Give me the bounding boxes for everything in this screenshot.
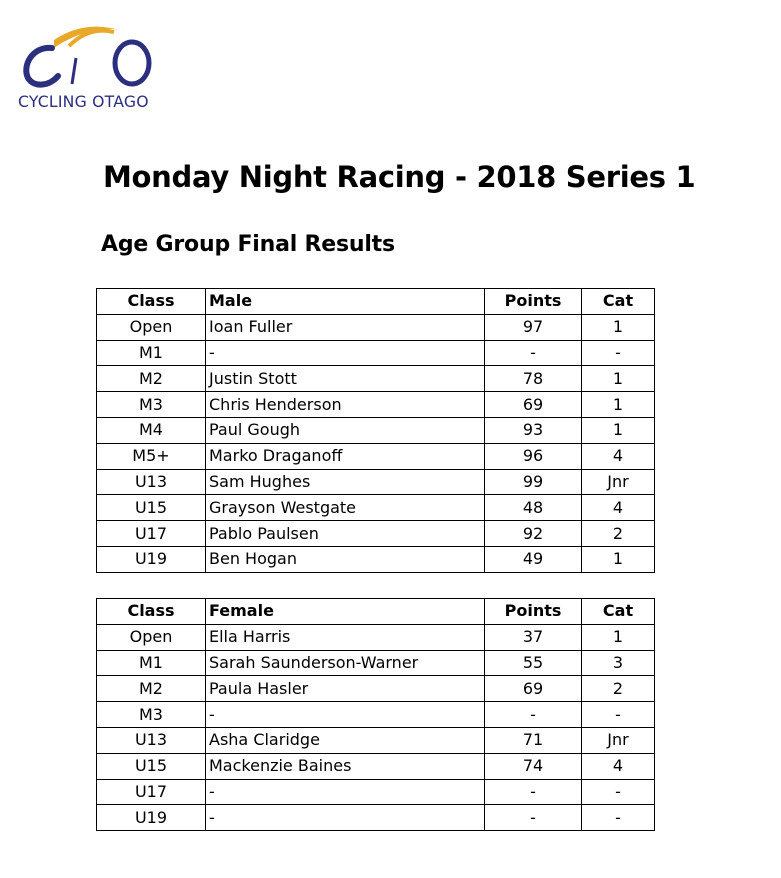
cell-name: Ben Hogan — [206, 546, 485, 572]
table-row — [97, 314, 655, 340]
header-class: Class — [97, 289, 206, 315]
cell-points: - — [485, 340, 582, 366]
cell-cat: 1 — [582, 366, 655, 392]
cell-class: M1 — [97, 650, 206, 676]
cell-points: - — [485, 702, 582, 728]
cell-name: Grayson Westgate — [206, 495, 485, 521]
table-row — [97, 805, 655, 831]
cell-points: 78 — [485, 366, 582, 392]
cell-points: 92 — [485, 521, 582, 547]
cell-points: 69 — [485, 392, 582, 418]
cell-points: 69 — [485, 676, 582, 702]
cell-cat: 1 — [582, 417, 655, 443]
table-header-row — [97, 289, 655, 315]
cell-class: M4 — [97, 417, 206, 443]
cell-cat: 4 — [582, 443, 655, 469]
cell-points: 71 — [485, 727, 582, 753]
cell-name: Paul Gough — [206, 417, 485, 443]
table-row — [97, 521, 655, 547]
cell-name: Chris Henderson — [206, 392, 485, 418]
cell-cat: 2 — [582, 676, 655, 702]
cycling-otago-logo — [14, 18, 164, 114]
cell-class: Open — [97, 314, 206, 340]
cell-cat: - — [582, 702, 655, 728]
male-results-body — [97, 289, 655, 573]
cell-points: 48 — [485, 495, 582, 521]
header-cat: Cat — [582, 599, 655, 625]
cell-cat: - — [582, 805, 655, 831]
cell-points: 74 — [485, 753, 582, 779]
cell-name: - — [206, 702, 485, 728]
cell-points: 97 — [485, 314, 582, 340]
cell-cat: 1 — [582, 624, 655, 650]
cell-points: 93 — [485, 417, 582, 443]
cell-class: U17 — [97, 521, 206, 547]
cell-class: U19 — [97, 805, 206, 831]
cell-class: U15 — [97, 495, 206, 521]
cell-cat: 1 — [582, 392, 655, 418]
cell-cat: - — [582, 779, 655, 805]
table-row — [97, 779, 655, 805]
cell-name: Ioan Fuller — [206, 314, 485, 340]
cell-cat: - — [582, 340, 655, 366]
cell-cat: 1 — [582, 546, 655, 572]
table-row — [97, 546, 655, 572]
cell-cat: Jnr — [582, 727, 655, 753]
cell-cat: 3 — [582, 650, 655, 676]
cell-cat: Jnr — [582, 469, 655, 495]
cell-class: M5+ — [97, 443, 206, 469]
cell-class: M3 — [97, 702, 206, 728]
table-row — [97, 392, 655, 418]
table-row — [97, 753, 655, 779]
cell-name: - — [206, 779, 485, 805]
page-subtitle: Age Group Final Results — [101, 232, 395, 257]
bicycle-logo-icon — [14, 18, 164, 98]
table-row — [97, 624, 655, 650]
table-row — [97, 702, 655, 728]
cell-name: Pablo Paulsen — [206, 521, 485, 547]
cell-cat: 4 — [582, 753, 655, 779]
cell-cat: 4 — [582, 495, 655, 521]
cell-class: U13 — [97, 469, 206, 495]
cell-points: 55 — [485, 650, 582, 676]
header-points: Points — [485, 289, 582, 315]
table-row — [97, 650, 655, 676]
cell-name: Justin Stott — [206, 366, 485, 392]
female-results-body — [97, 599, 655, 831]
cell-name: Sam Hughes — [206, 469, 485, 495]
header-name: Female — [206, 599, 485, 625]
header-class: Class — [97, 599, 206, 625]
cell-name: Mackenzie Baines — [206, 753, 485, 779]
cell-name: - — [206, 340, 485, 366]
cell-name: Ella Harris — [206, 624, 485, 650]
header-name: Male — [206, 289, 485, 315]
cell-class: Open — [97, 624, 206, 650]
table-row — [97, 727, 655, 753]
table-row — [97, 366, 655, 392]
cell-name: - — [206, 805, 485, 831]
header-points: Points — [485, 599, 582, 625]
cell-class: M2 — [97, 366, 206, 392]
cell-class: U13 — [97, 727, 206, 753]
cell-class: U17 — [97, 779, 206, 805]
cell-points: - — [485, 805, 582, 831]
table-row — [97, 417, 655, 443]
female-results-table — [96, 598, 655, 831]
table-row — [97, 443, 655, 469]
cell-name: Paula Hasler — [206, 676, 485, 702]
cell-cat: 2 — [582, 521, 655, 547]
cell-points: - — [485, 779, 582, 805]
cell-cat: 1 — [582, 314, 655, 340]
table-row — [97, 676, 655, 702]
cell-points: 37 — [485, 624, 582, 650]
cell-name: Marko Draganoff — [206, 443, 485, 469]
cell-points: 49 — [485, 546, 582, 572]
page-title: Monday Night Racing - 2018 Series 1 — [103, 160, 696, 194]
cell-class: U19 — [97, 546, 206, 572]
header-cat: Cat — [582, 289, 655, 315]
cell-points: 99 — [485, 469, 582, 495]
table-row — [97, 469, 655, 495]
table-row — [97, 340, 655, 366]
cell-class: M3 — [97, 392, 206, 418]
male-results-table — [96, 288, 655, 573]
cell-class: U15 — [97, 753, 206, 779]
cell-class: M1 — [97, 340, 206, 366]
logo-text: CYCLING OTAGO — [18, 92, 149, 111]
table-row — [97, 495, 655, 521]
cell-points: 96 — [485, 443, 582, 469]
table-header-row — [97, 599, 655, 625]
cell-class: M2 — [97, 676, 206, 702]
cell-name: Sarah Saunderson-Warner — [206, 650, 485, 676]
cell-name: Asha Claridge — [206, 727, 485, 753]
